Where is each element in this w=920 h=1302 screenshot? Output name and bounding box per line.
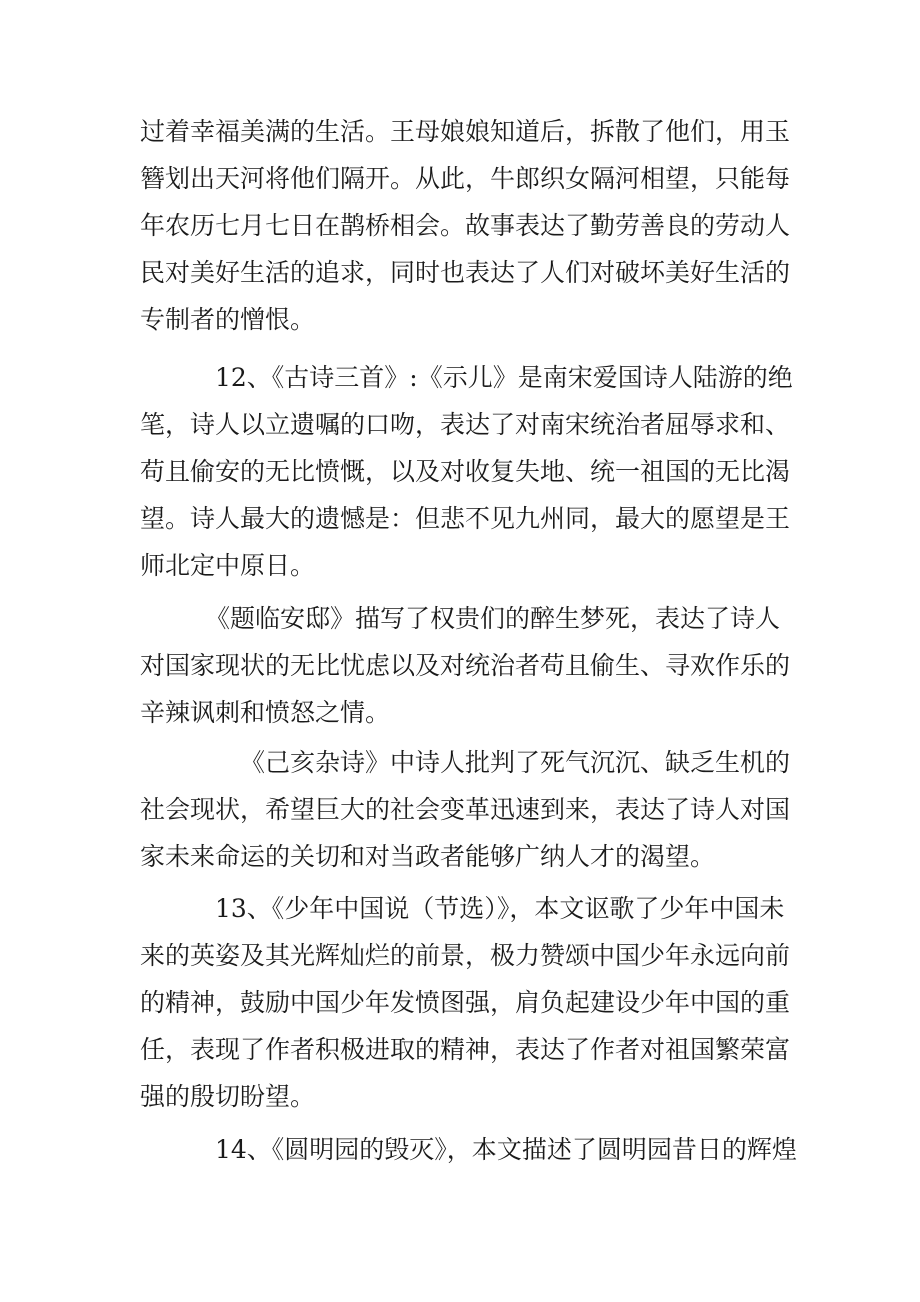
paragraph-1-line-4: 师北定中原日。 xyxy=(140,551,316,580)
paragraph-1-line-2: 苟且偷安的无比愤慨，以及对收复失地、统一祖国的无比渴 xyxy=(140,457,791,486)
paragraph-0-line-2: 年农历七月七日在鹊桥相会。故事表达了勤劳善良的劳动人 xyxy=(140,211,791,240)
paragraph-4-line-2: 的精神，鼓励中国少年发愤图强，肩负起建设少年中国的重 xyxy=(140,988,791,1017)
paragraph-4-line-4: 强的殷切盼望。 xyxy=(140,1082,316,1111)
paragraph-2-line-1: 对国家现状的无比忧虑以及对统治者苟且偷生、寻欢作乐的 xyxy=(140,651,791,680)
paragraph-3-line-2: 家未来命运的关切和对当政者能够广纳人才的渴望。 xyxy=(140,842,716,871)
paragraph-3-line-0: 《己亥杂诗》中诗人批判了死气沉沉、缺乏生机的 xyxy=(240,748,791,777)
paragraph-2-line-2: 辛辣讽刺和愤怒之情。 xyxy=(140,698,391,727)
paragraph-1-line-0: 12、《古诗三首》:《示儿》是南宋爱国诗人陆游的绝 xyxy=(215,363,793,392)
paragraph-2-line-0: 《题临安邸》描写了权贵们的醉生梦死，表达了诗人 xyxy=(205,604,781,633)
paragraph-3-line-1: 社会现状，希望巨大的社会变革迅速到来，表达了诗人对国 xyxy=(140,795,791,824)
paragraph-0-line-4: 专制者的憎恨。 xyxy=(140,305,316,334)
paragraph-1-line-3: 望。诗人最大的遗憾是：但悲不见九州同，最大的愿望是王 xyxy=(140,504,791,533)
paragraph-0-line-3: 民对美好生活的追求，同时也表达了人们对破坏美好生活的 xyxy=(140,258,791,287)
paragraph-0-line-1: 簪划出天河将他们隔开。从此，牛郎织女隔河相望，只能每 xyxy=(140,164,791,193)
paragraph-5-line-0: 14、《圆明园的毁灭》，本文描述了圆明园昔日的辉煌 xyxy=(215,1135,797,1164)
paragraph-4-line-3: 任，表现了作者积极进取的精神，表达了作者对祖国繁荣富 xyxy=(140,1035,791,1064)
paragraph-0-line-0: 过着幸福美满的生活。王母娘娘知道后，拆散了他们，用玉 xyxy=(140,117,791,146)
paragraph-1-line-1: 笔，诗人以立遗嘱的口吻，表达了对南宋统治者屈辱求和、 xyxy=(140,410,791,439)
paragraph-4-line-0: 13、《少年中国说（节选）》，本文讴歌了少年中国未 xyxy=(215,894,785,923)
paragraph-4-line-1: 来的英姿及其光辉灿烂的前景，极力赞颂中国少年永远向前 xyxy=(140,941,791,970)
